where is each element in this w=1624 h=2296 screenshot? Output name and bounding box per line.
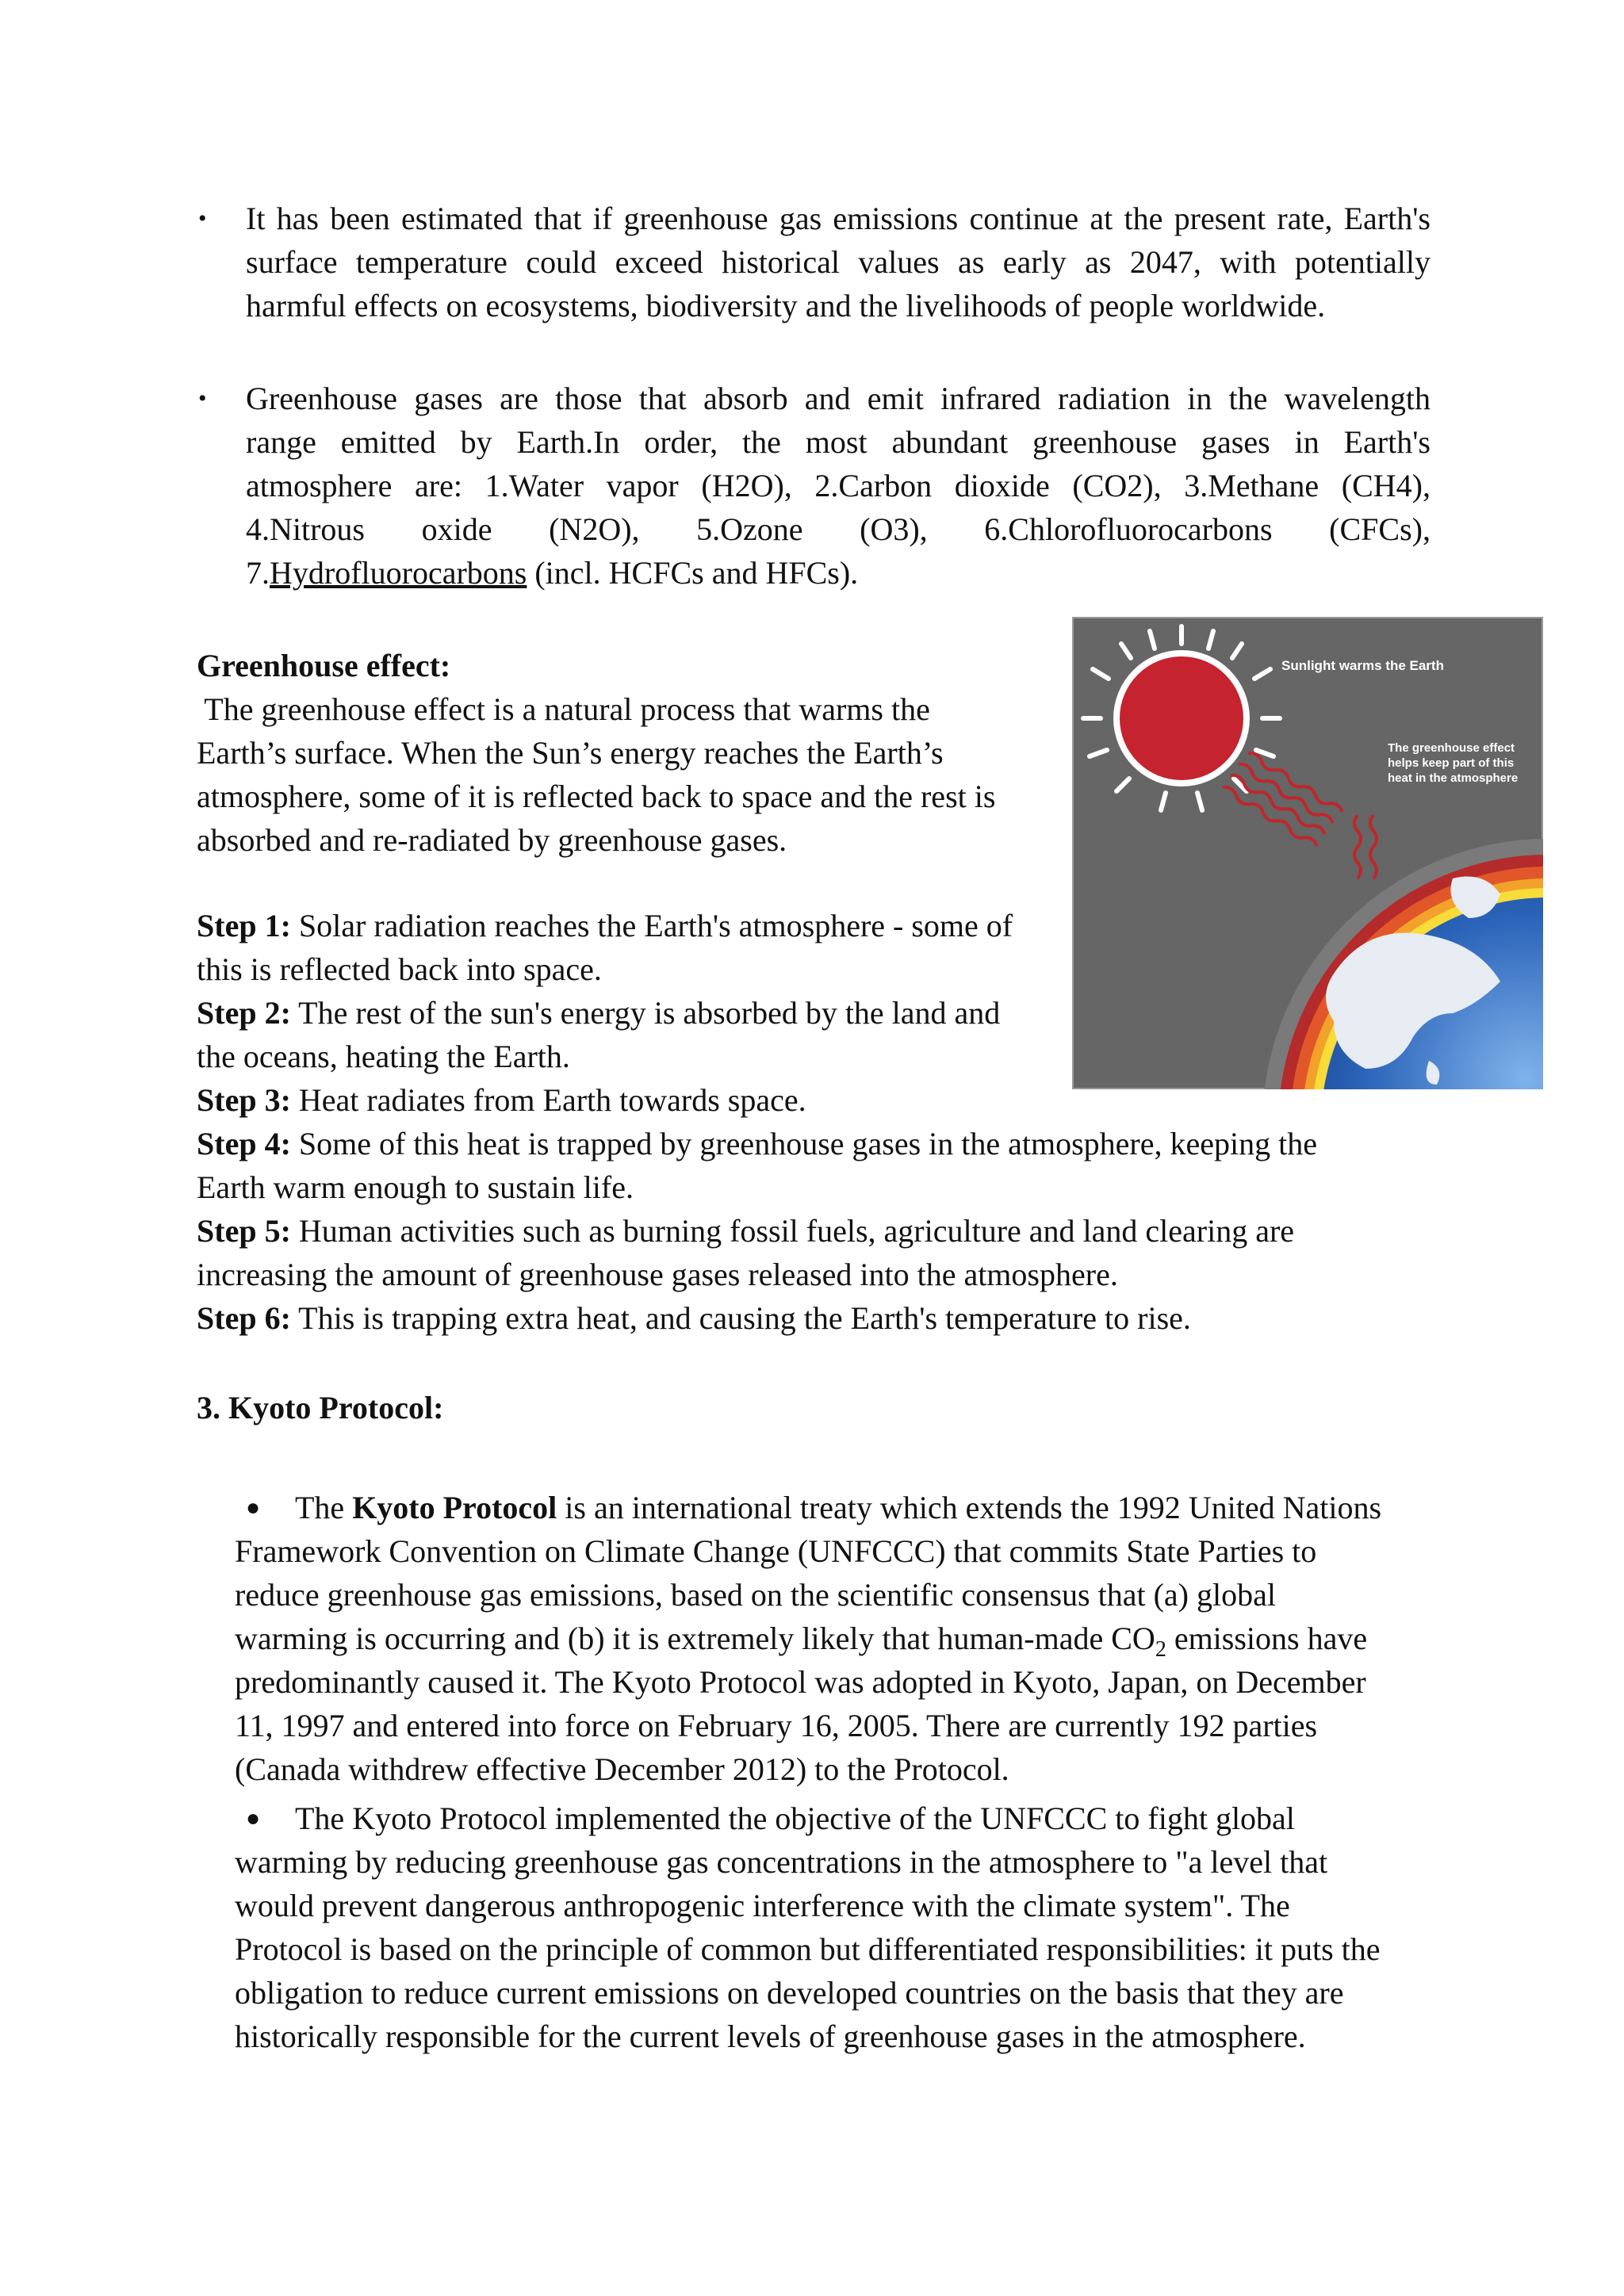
subscript: 2 (1155, 1637, 1166, 1662)
text-line: Earth’s surface. When the Sun’s energy reaches the Earth’s (197, 735, 944, 771)
step-text: This is trapping extra heat, and causing the Earth's temperature to rise. (290, 1300, 1191, 1336)
text-line: The Kyoto Protocol implemented the objective of the UNFCCC to fight global (295, 1800, 1295, 1836)
text-line: atmosphere are: 1.Water vapor (H2O), 2.Carbon dioxide (CO2), 3.Methane (CH4), (246, 468, 1431, 503)
text-line: harmful effects on ecosystems, biodiversity and the livelihoods of people worldwide. (246, 288, 1326, 323)
section-heading: Greenhouse effect: (197, 648, 451, 683)
text-line: Greenhouse gases are those that absorb and emit infrared radiation in the wavelength (246, 381, 1431, 416)
text-line: (Canada withdrew effective December 2012) to the Protocol. (235, 1751, 1009, 1787)
text-line: Framework Convention on Climate Change (UNFCCC) that commits State Parties to (235, 1533, 1317, 1569)
greenhouse-effect-figure (1072, 617, 1543, 1089)
text-fragment: 7. (246, 555, 270, 591)
bullet-dot: ● (246, 1494, 261, 1521)
step-text: Human activities such as burning fossil fuels, agriculture and land clearing are (290, 1213, 1295, 1249)
kyoto-paragraph-1 (235, 1486, 1472, 1791)
step-text: Some of this heat is trapped by greenhouse gases in the atmosphere, keeping the (290, 1126, 1317, 1161)
text-fragment: is an international treaty which extends the 1992 United Nations (557, 1490, 1382, 1525)
text-line (246, 551, 1431, 595)
sun (1120, 656, 1243, 780)
step-6 (197, 1296, 1465, 1340)
step-label: Step 5: (197, 1213, 291, 1249)
text-line: It has been estimated that if greenhouse gas emissions continue at the present rate, Earth's (246, 201, 1431, 236)
text-line: would prevent dangerous anthropogenic interference with the climate system". The (235, 1888, 1290, 1923)
step-5 (197, 1209, 1465, 1253)
text-line: range emitted by Earth.In order, the most abundant greenhouse gases in Earth's (246, 424, 1431, 460)
text-line: warming by reducing greenhouse gas concentrations in the atmosphere to "a level that (235, 1844, 1328, 1880)
figure-caption-top: Sunlight warms the Earth (1281, 658, 1444, 673)
caption-line: heat in the atmosphere (1388, 771, 1519, 785)
text-line: 4.Nitrous oxide (N2O), 5.Ozone (O3), 6.Chlorofluorocarbons (CFCs), (246, 511, 1431, 547)
step-text: Solar radiation reaches the Earth's atmosphere - some of (290, 908, 1013, 943)
step-label: Step 1: (197, 908, 291, 943)
text-line: obligation to reduce current emissions on developed countries on the basis that they are (235, 1975, 1344, 2011)
greenhouse-illustration (1072, 617, 1543, 1089)
greenhouse-section (197, 644, 1069, 862)
text-line: 11, 1997 and entered into force on February 16, 2005. There are currently 192 parties (235, 1708, 1318, 1743)
step-label: Step 4: (197, 1126, 291, 1161)
step-4 (197, 1122, 1465, 1165)
text-fragment: warming is occurring and (b) it is extremely likely that human-made CO (235, 1621, 1155, 1656)
figure-caption-mid (1388, 740, 1518, 786)
text-fragment: The (295, 1490, 353, 1525)
step-label: Step 2: (197, 995, 291, 1031)
step-text: The rest of the sun's energy is absorbed by the land and (290, 995, 1001, 1031)
step-text: Heat radiates from Earth towards space. (290, 1082, 806, 1118)
caption-line: The greenhouse effect (1388, 741, 1515, 755)
text-line: reduce greenhouse gas emissions, based on the scientific consensus that (a) global (235, 1577, 1276, 1613)
text-line: surface temperature could exceed historical values as early as 2047, with potentially (246, 244, 1431, 280)
text-line: historically responsible for the current levels of greenhouse gases in the atmosphere. (235, 2019, 1306, 2054)
step-text: increasing the amount of greenhouse gases released into the atmosphere. (197, 1257, 1118, 1292)
kyoto-protocol-term: Kyoto Protocol (352, 1490, 557, 1525)
step-text: Earth warm enough to sustain life. (197, 1169, 634, 1205)
text-line: The greenhouse effect is a natural process that warms the (197, 691, 930, 727)
hydrofluorocarbons-link[interactable]: Hydrofluorocarbons (270, 555, 527, 591)
text-line (235, 1486, 1472, 1529)
step-text: this is reflected back into space. (197, 951, 602, 987)
step-label: Step 6: (197, 1300, 291, 1336)
kyoto-heading: 3. Kyoto Protocol: (197, 1390, 444, 1425)
bullet-dot: ● (246, 1805, 261, 1831)
caption-line: helps keep part of this (1388, 756, 1515, 770)
text-line: absorbed and re-radiated by greenhouse gases. (197, 822, 787, 858)
step-label: Step 3: (197, 1082, 291, 1118)
bullet-estimate (246, 197, 1431, 327)
kyoto-paragraph-2 (235, 1797, 1472, 2058)
text-line: predominantly caused it. The Kyoto Protocol was adopted in Kyoto, Japan, on December (235, 1664, 1366, 1700)
text-fragment: emissions have (1166, 1621, 1368, 1656)
bullet-greenhouse-gases (246, 377, 1431, 595)
text-line (235, 1617, 1472, 1660)
text-fragment: (incl. HCFCs and HFCs). (527, 555, 859, 591)
bullet-dot: • (198, 385, 207, 411)
text-line: atmosphere, some of it is reflected back to space and the rest is (197, 779, 996, 814)
bullet-dot: • (198, 205, 207, 232)
text-line: Protocol is based on the principle of common but differentiated responsibilities: it puts the (235, 1931, 1381, 1967)
step-text: the oceans, heating the Earth. (197, 1039, 570, 1074)
